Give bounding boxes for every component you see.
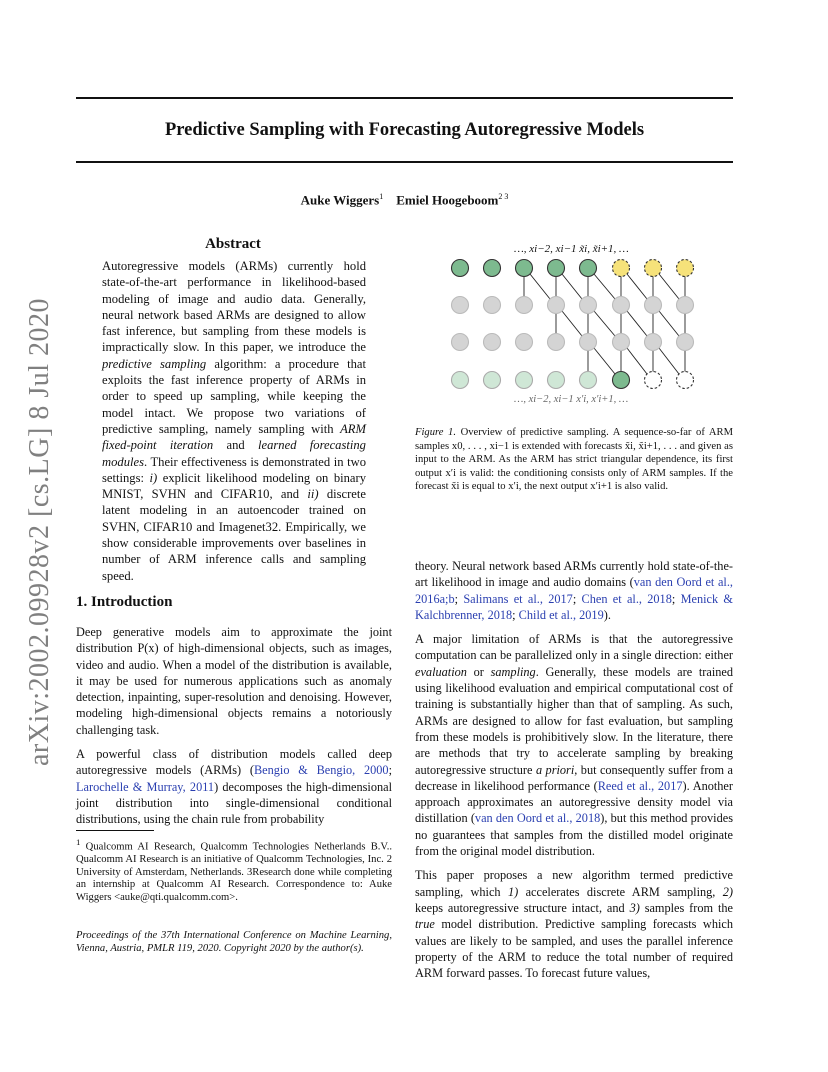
figure-node-hidden: [645, 334, 662, 351]
figure-edge: [562, 311, 582, 336]
figure-1-diagram: [440, 238, 710, 406]
figure-node-hidden: [516, 334, 533, 351]
author-list: [76, 192, 733, 208]
figure-bottom-labels: …, xi−2, xi−1 x′i, x′i+1, …: [514, 394, 629, 405]
author-2-affil: 2 3: [498, 192, 509, 201]
section-heading-introduction: 1. Introduction: [76, 594, 173, 610]
figure-node-output-light: [548, 372, 565, 389]
figure-node-hidden: [613, 334, 630, 351]
figure-edge: [659, 274, 679, 299]
figure-node-output-light: [516, 372, 533, 389]
title-rule: [76, 161, 733, 163]
figure-edge: [659, 311, 679, 336]
figure-node-forecast: [613, 260, 630, 277]
right-paragraph-1: A major limitation of ARMs is that the autoregressive computation can be parallelized only in a single direction: either evaluation or sampling. Generally, these models are trained using likelihood evaluation and empirical computational cost of training is substantially higher than that of sampling. As such, ARMs are designed to allow for fast evaluation, but sampling from these models is prohibitively slow. In the literature, there are methods that try to accelerate sampling by breaking autoregressive structure a priori, but consequently suffer from a decrease in likelihood performance (Reed et al., 2017). Another approach approximates an autoregressive density model via distillation (van den Oord et al., 2018), but this method provides no guarantees that samples from the distilled model originate from the original model distribution.: [415, 632, 734, 859]
paper-title: Predictive Sampling with Forecasting Autoregressive Models: [164, 120, 645, 140]
citation-link[interactable]: Bengio & Bengio, 2000: [253, 763, 389, 778]
figure-node-input: [452, 260, 469, 277]
figure-edge: [594, 348, 615, 374]
figure-node-hidden: [677, 297, 694, 314]
citation-link[interactable]: Larochelle & Murray, 2011: [76, 779, 215, 794]
figure-edge: [594, 311, 615, 336]
figure-node-output-pending: [645, 372, 662, 389]
figure-node-hidden: [452, 297, 469, 314]
figure-node-hidden: [645, 297, 662, 314]
figure-node-hidden: [484, 297, 501, 314]
right-column-text: [415, 558, 733, 989]
figure-node-input: [516, 260, 533, 277]
citation-link[interactable]: Reed et al., 2017: [597, 778, 683, 793]
figure-node-output-light: [580, 372, 597, 389]
figure-node-output-light: [484, 372, 501, 389]
figure-edge: [627, 348, 647, 374]
abstract-body: Autoregressive models (ARMs) currently hold state-of-the-art performance in likelihood-based modeling of image and audio data. Generally, neural network based ARMs are designed to allow fast inference, but sampling from these models is impractically slow. In this paper, we introduce the predictive sampling algorithm: a procedure that exploits the fast inference property of ARMs in order to speed up sampling, while keeping the model intact. We propose two variations of predictive sampling, namely sampling with ARM fixed-point iteration and learned forecasting modules. Their effectiveness is demonstrated in two settings: i) explicit likelihood modeling on binary MNIST, SVHN and CIFAR10, and ii) discrete latent modeling in an autoencoder trained on SVHN, CIFAR10 and Imagenet32. Empirically, we show considerable improvements over baselines in number of ARM inference calls and sampling speed.: [102, 259, 367, 583]
figure-node-hidden: [580, 297, 597, 314]
citation-link[interactable]: Chen et al., 2018: [581, 591, 672, 606]
figure-1-caption: Figure 1. Overview of predictive sampling. A sequence-so-far of ARM samples x0, . . . , xi−1 is extended with forecasts x̃i, x̃i+1, . . . and given as input to the ARM. As the ARM has strict triangular dependence, its first output x′i is valid: the conditioning consists only of ARM samples. If the forecast x̃i is equal to x′i, the next output x′i+1 is also valid.: [415, 427, 733, 493]
figure-edge: [627, 311, 647, 336]
citation-link[interactable]: Salimans et al., 2017: [463, 591, 573, 606]
author-1-affil: 1: [379, 192, 384, 201]
citation-link[interactable]: van den Oord et al., 2016a;b: [415, 575, 733, 606]
figure-node-hidden: [516, 297, 533, 314]
figure-node-forecast: [677, 260, 694, 277]
right-paragraph-0: theory. Neural network based ARMs currently hold state-of-the-art likelihood in image and audio domains (van den Oord et al., 2016a;b; Salimans et al., 2017; Chen et al., 2018; Menick & Kalchbrenner, 2018; Child et al., 2019).: [415, 559, 733, 622]
figure-node-input: [548, 260, 565, 277]
figure-node-input: [580, 260, 597, 277]
figure-node-output: [613, 372, 630, 389]
arxiv-identifier: arXiv:2002.09928v2 [cs.LG] 8 Jul 2020: [24, 297, 55, 766]
abstract-heading: Abstract: [205, 236, 261, 252]
figure-node-hidden: [484, 334, 501, 351]
author-1: Auke Wiggers: [300, 192, 380, 208]
figure-node-hidden: [452, 334, 469, 351]
figure-edge: [659, 348, 679, 374]
figure-node-forecast: [645, 260, 662, 277]
figure-node-hidden: [548, 334, 565, 351]
citation-link[interactable]: Menick & Kalchbrenner, 2018: [415, 591, 733, 622]
citation-link[interactable]: van den Oord et al., 2018: [474, 811, 601, 826]
figure-edge: [594, 274, 615, 299]
author-2: Emiel Hoogeboom: [396, 192, 499, 208]
figure-node-hidden: [548, 297, 565, 314]
proceedings-note: Proceedings of the 37th International Conference on Machine Learning, Vienna, Austria, PMLR 119, 2020. Copyright 2020 by the author(s).: [76, 930, 392, 954]
left-column-text: [76, 624, 392, 836]
figure-node-output-light: [452, 372, 469, 389]
footnote-rule: [76, 830, 154, 831]
figure-node-input: [484, 260, 501, 277]
figure-node-hidden: [580, 334, 597, 351]
figure-node-hidden: [613, 297, 630, 314]
figure-edge: [627, 274, 647, 299]
figure-top-labels: …, xi−2, xi−1 x̃i, x̃i+1, …: [514, 243, 629, 255]
footnote: $^1$ Qualcomm AI Research, Qualcomm Technologies Netherlands B.V.. Qualcomm AI Research is an initiative of Qualcomm Technologies, Inc. 2 University of Amsterdam, Netherlands. 3Research done while completing an internship at Qualcomm AI Research. Correspondence to: Auke Wiggers <auke@qti.qualcomm.com>.: [76, 837, 392, 903]
intro-paragraph-2: A powerful class of distribution models called deep autoregressive models (ARMs) (Bengio & Bengio, 2000; Larochelle & Murray, 2011) decomposes the high-dimensional joint distribution into single-dimensional conditional distributions, using the chain rule from probability: [76, 747, 392, 827]
figure-node-output-pending: [677, 372, 694, 389]
citation-link[interactable]: Child et al., 2019: [518, 607, 604, 622]
intro-paragraph-1: Deep generative models aim to approximate the joint distribution P(x) of high-dimensional objects, such as images, video and audio. When a model of the distribution is available, it may be used for numerous applications such as anomaly detection, inpainting, super-resolution and denoising. However, modeling high-dimensional objects remains a notoriously challenging task.: [76, 625, 392, 737]
figure-node-hidden: [677, 334, 694, 351]
right-paragraph-2: This paper proposes a new algorithm termed predictive sampling, which 1) accelerates discrete ARM sampling, 2) keeps autoregressive structure intact, and 3) samples from the true model distribution. Predictive sampling forecasts which values are likely to be sampled, and uses the parallel inference property of the ARM to reduce the total number of required ARM forward passes. To forecast future values,: [415, 868, 733, 981]
figure-edges: [524, 274, 685, 374]
figure-edge: [530, 274, 550, 299]
figure-edge: [562, 274, 582, 299]
top-rule: [76, 97, 733, 99]
